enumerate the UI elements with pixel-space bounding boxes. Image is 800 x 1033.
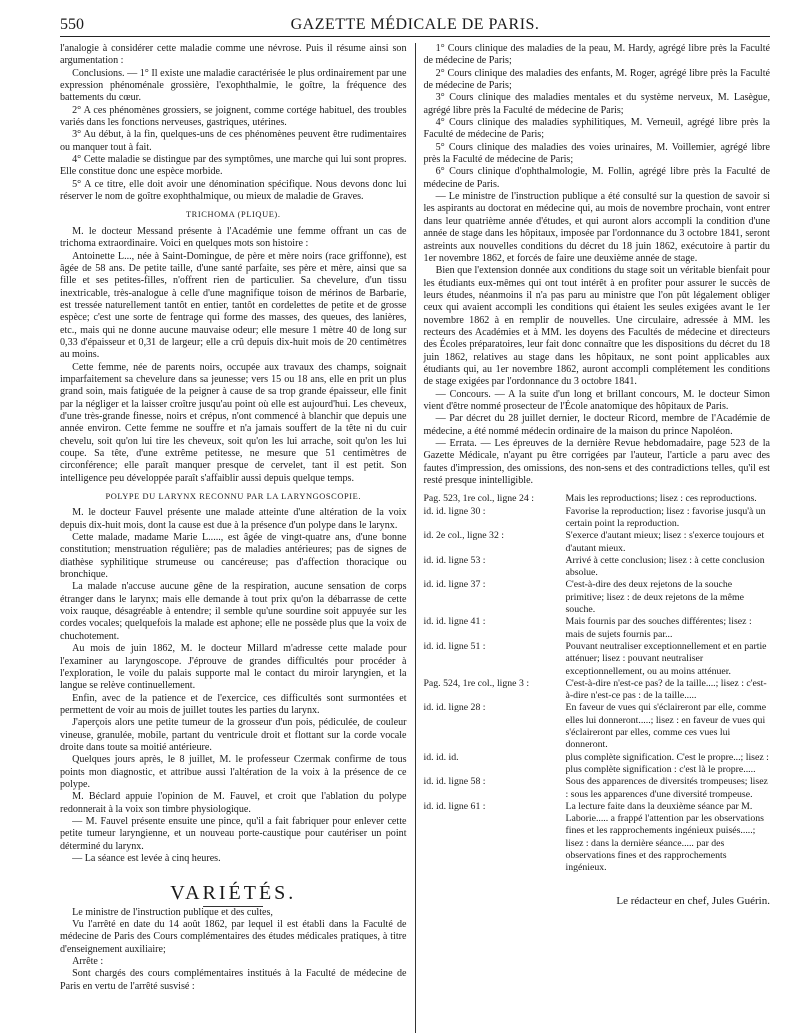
errata-ref: id. id. ligne 58 : <box>423 776 486 788</box>
course-item: 2° Cours clinique des maladies des enfants, M. Roger, agrégé libre près la Faculté de médecine de Paris; <box>423 67 770 92</box>
errata-ref: id. id. ligne 41 : <box>423 616 486 628</box>
errata-text: S'exerce d'autant mieux; lisez : s'exerce toujours et d'autant mieux. <box>565 530 765 554</box>
section-heading-polype: POLYPE DU LARYNX RECONNU PAR LA LARYNGOSCOPIE. <box>105 492 362 502</box>
errata-row <box>423 752 770 777</box>
paragraph: 3° Au début, à la fin, quelques-uns de ces phénomènes peuvent être rudimentaires ou manquer tout à fait. <box>60 129 407 153</box>
paragraph: Le ministre de l'instruction publique et des cultes, <box>72 906 273 918</box>
errata-text: plus complète signification. C'est le propre...; lisez : plus complète signification : c'est là le propre..... <box>565 751 769 775</box>
paragraph: Au mois de juin 1862, M. le docteur Millard m'adresse cette malade pour l'examiner au laryngoscope. J'éprouve de grandes difficultés pour procéder à l'exploration, le voile du palais supporte mal le contact du miroir laryngien, et la langue se relève continuellement. <box>60 643 407 692</box>
paragraph: 4° Cette maladie se distingue par des symptômes, une marche qui lui sont propres. Elle constitue donc une espèce morbide. <box>60 154 407 178</box>
concours-paragraph: — Concours. — A la suite d'un long et brillant concours, M. le docteur Simon vient d'être nommé prosecteur de l'École anatomique des hôpitaux de Paris. <box>423 388 770 412</box>
column-divider <box>415 43 416 1033</box>
paragraph: M. le docteur Messand présente à l'Académie une femme offrant un cas de trichoma extraordinaire. Voici en quelques mots son histoire : <box>60 225 407 250</box>
paragraph: 5° A ce titre, elle doit avoir une dénomination spécifique. Nous devons donc lui réserver le nom de goître exophthalmique, ou mieux de maladie de Graves. <box>60 178 407 203</box>
paragraph: l'analogie à considérer cette maladie comme une névrose. Puis il résume ainsi son argumentation : <box>60 43 407 67</box>
errata-row <box>423 616 770 641</box>
paragraph: M. Béclard appuie l'opinion de M. Fauvel, et croit que l'ablation du polype redonnerait à la voix son timbre physiologique. <box>60 791 407 815</box>
errata-text: Sous des apparences de diversités trompeuses; lisez : sous les apparences d'une diversité trompeuse. <box>565 776 768 800</box>
errata-ref: id. id. ligne 37 : <box>423 579 486 591</box>
editor-signature: Le rédacteur en chef, Jules Guérin. <box>616 894 770 907</box>
errata-text: La lecture faite dans la deuxième séance par M. Laborie..... a frappé l'attention par les observations fines et les rapprochements ingénieux puisés.....; lisez : dans la dernière séance..... par des observations fines et des rapprochements ingénieux. <box>565 800 764 874</box>
page-header <box>60 14 770 37</box>
errata-row <box>423 555 770 580</box>
errata-ref: Pag. 523, 1re col., ligne 24 : <box>423 493 534 505</box>
course-item: 5° Cours clinique des maladies des voies urinaires, M. Voillemier, agrégé libre près la Faculté de médecine de Paris; <box>423 141 770 166</box>
errata-row <box>423 678 770 703</box>
errata-ref: id. id. id. <box>423 751 459 763</box>
errata-ref: id. id. ligne 28 : <box>423 702 486 714</box>
course-item: 3° Cours clinique des maladies mentales et du système nerveux, M. Lasègue, agrégé libre près la Faculté de médecine de Paris; <box>423 92 770 116</box>
paragraph: — La séance est levée à cinq heures. <box>72 853 221 864</box>
errata-row <box>423 530 770 555</box>
page-number: 550 <box>60 16 84 33</box>
errata-ref: id. id. ligne 51 : <box>423 640 486 652</box>
errata-row <box>423 702 770 751</box>
right-column <box>423 43 770 1033</box>
paragraph: Sont chargés des cours complémentaires institués à la Faculté de médecine de Paris en vertu de l'arrêté susvisé : <box>60 968 407 992</box>
errata-text: Arrivé à cette conclusion; lisez : à cette conclusion absolue. <box>565 554 765 579</box>
errata-ref: id. id. ligne 53 : <box>423 554 486 566</box>
errata-ref: id. id. ligne 61 : <box>423 800 486 812</box>
errata-row <box>423 506 770 531</box>
course-item: 4° Cours clinique des maladies syphilitiques, M. Verneuil, agrégé libre près la Faculté de médecine de Paris; <box>423 117 770 141</box>
paragraph: Cette femme, née de parents noirs, occupée aux travaux des champs, soignait imparfaitement sa chevelure dans sa jeunesse; vers 15 ou 18 ans, elle en prit un plus grand soin, mais fatiguée de la peigner à cause de sa trop grande épaisseur, elle finit par la négliger et la laisser croître jusqu'au point où elle est aujourd'hui. Les cheveux, d'une très-grande finesse, noirs et crépus, n'ont commencé à blanchir que depuis une année environ. Cette femme ne souffre et n'a jamais souffert de la tête ni du cuir chevelu, soit qu'on lui tire les cheveux, soit qu'on les lui arrache, soit qu'on les lui coupe. Sa tête, d'une extrême petitesse, ne mesure que 51 centimètres de circonférence; elle paraît manquer presque de cervelet, tant il est petit. Son intelligence peu développée paraît s'affaiblir aussi depuis quelque temps. <box>60 361 407 484</box>
course-item: 1° Cours clinique des maladies de la peau, M. Hardy, agrégé libre près la Faculté de médecine de Paris; <box>423 43 770 67</box>
paragraph: Antoinette L..., née à Saint-Domingue, de père et mère noirs (race griffonne), est âgée de 58 ans. De petite taille, d'une santé parfaite, ses père et mère, ainsi que sa fille et ses petites-filles, n'offrent rien de particulier. Sa chevelure, d'un tissu inextricable, très-analogue à celle d'une magnifique toison de mérinos de Barbarie, est tressée naturellement tantôt en entier, tantôt en cordelettes de petite et de grosse espèce; c'est une sorte de fentrage qui forme des masses, des queues, des lanières, etc., mais qui ne donne aucune mauvaise odeur; elle mesure 1 mètre 40 de long sur 0,33 d'épaisseur et 0,31 de largeur; elle a crû depuis dix-huit mois de 20 centimètres au moins. <box>60 250 407 361</box>
paragraph: Vu l'arrêté en date du 14 août 1862, par lequel il est établi dans la Faculté de médecine de Paris des Cours complémentaires des études médicales pratiques, à titre d'enseignement auxiliaire; <box>60 919 407 955</box>
paragraph: M. le docteur Fauvel présente une malade atteinte d'une altération de la voix depuis dix-huit mois, dont la cause est due à la présence d'un polype dans le larynx. <box>60 507 407 531</box>
left-column <box>60 43 407 1033</box>
paragraph: Bien que l'extension donnée aux conditions du stage soit un véritable bienfait pour les étudiants eux-mêmes qui ont tout intérêt à en profiter pour assurer le succès de leurs études, néanmoins il n'a pas paru au ministre que l'on pût légalement obliger ceux qui avaient accompli les conditions qui étaient les seules exigées avant le 1er novembre 1862 à en remplir de nouvelles. Une circulaire, adressée à MM. les recteurs des Académies et à MM. les doyens des Facultés de médecine et directeurs des Écoles préparatoires, leur fait donc connaître que les dispositions du décret du 18 juin 1862, relatives au stage dans les hôpitaux, ne sont point applicables aux étudiants qui, au 1er novembre 1862, auront accompli complétement les conditions de stage exigées par l'ordonnance du 3 octobre 1841. <box>423 265 770 388</box>
errata-row <box>423 641 770 678</box>
paragraph: — Par décret du 28 juillet dernier, le docteur Ricord, membre de l'Académie de médecine, a été nommé médecin ordinaire de la maison du prince Napoléon. <box>423 413 770 437</box>
errata-text: En faveur de vues qui s'éclaireront par elle, comme elles lui donneront.....; lisez : en faveur de vues qui s'éclaireront par elles, comme ces vues lui donneront. <box>565 702 767 751</box>
paragraph: Cette malade, madame Marie L....., est âgée de vingt-quatre ans, d'une bonne constitution; menstruation régulière; pas de maladies antérieures; pas de signes de diathèse syphilitique strumeuse ou cancéreuse; pas d'affection thoracique ou bronchique. <box>60 532 407 581</box>
errata-ref: Pag. 524, 1re col., ligne 3 : <box>423 677 530 689</box>
errata-text: C'est-à-dire n'est-ce pas? de la taille....; lisez : c'est-à-dire n'est-ce pas : de la taille..... <box>565 677 767 702</box>
paragraph: — Le ministre de l'instruction publique a été consulté sur la question de savoir si les aspirants au doctorat en médecine qui, au mois de novembre prochain, vont entrer dans leur quatrième année d'études, et qui auront alors accompli la condition d'une année de stage dans les hôpitaux, imposée par l'ordonnance du 3 octobre 1841, seront astreints aux nouvelles conditions du décret du 18 juin 1862, exécutoire à partir du 1er novembre 1862, et forcés de faire une deuxième année de stage. <box>423 191 770 264</box>
columns <box>60 43 770 1033</box>
section-heading-trichoma: TRICHOMA (PLIQUE). <box>185 210 281 220</box>
conclusions-paragraph: Conclusions. — 1° Il existe une maladie caractérisée le plus ordinairement par une expression phénoménale grossière, l'exophthalmie, le goître, la fréquence des battements du cœur. <box>60 67 407 104</box>
errata-text: Mais les reproductions; lisez : ces reproductions. <box>565 493 757 505</box>
paragraph: Quelques jours après, le 8 juillet, M. le professeur Czermak confirme de tous points mon diagnostic, et attribue aussi l'altération de la voix à la présence de ce polype. <box>60 754 407 790</box>
errata-ref: id. 2e col., ligne 32 : <box>423 530 505 542</box>
paragraph: Enfin, avec de la patience et de l'exercice, ces difficultés sont surmontées et permettent de voir au mois de juillet toutes les parties du larynx. <box>60 692 407 716</box>
errata-row <box>423 493 770 505</box>
errata-row <box>423 801 770 875</box>
paragraph: Arrête : <box>72 956 104 968</box>
errata-text: Favorise la reproduction; lisez : favorise jusqu'à un certain point la reproduction. <box>565 505 766 529</box>
paragraph: 2° A ces phénomènes grossiers, se joignent, comme cortége habituel, des troubles variés dans les fonctions nerveuses, gastriques, utérines. <box>60 104 407 129</box>
errata-text: Mais fournis par des souches différentes; lisez : mais de sujets fournis par... <box>565 616 752 640</box>
paragraph: La malade n'accuse aucune gêne de la respiration, aucune sensation de corps étranger dans le larynx; mais elle demande à tout prix qu'on la débarrasse de cette voix rauque, désagréable à entendre; il semble qu'une sourdine soit appuyée sur les cordes vocales; quelquefois la malade est aphone; elle ne possède plus que la voix de chuchotement. <box>60 581 407 642</box>
errata-list <box>423 493 770 874</box>
errata-intro: — Errata. — Les épreuves de la dernière Revue hebdomadaire, page 523 de la Gazette Médicale, n'ayant pu être corrigées par l'auteur, l'article a paru avec des fautes d'impression, des omissions, des non-sens et des contradictions telles, qu'il est resté presque inintelligible. <box>423 438 770 487</box>
errata-row <box>423 579 770 616</box>
section-heading-varietes: VARIÉTÉS. <box>170 882 297 905</box>
course-item: 6° Cours clinique d'ophthalmologie, M. Follin, agrégé libre près la Faculté de médecine de Paris. <box>423 166 770 190</box>
errata-row <box>423 776 770 801</box>
paragraph: — M. Fauvel présente ensuite une pince, qu'il a fait fabriquer pour enlever cette petite tumeur laryngienne, et un nouveau porte-caustique pour cautériser un point déterminé du larynx. <box>60 815 407 852</box>
paragraph: J'aperçois alors une petite tumeur de la grosseur d'un pois, pédiculée, de couleur vineuse, granulée, mobile, partant du ventricule droit et flottant sur la corde vocale droite dans toute sa moitié antérieure. <box>60 717 407 753</box>
journal-title: GAZETTE MÉDICALE DE PARIS. <box>290 16 540 33</box>
errata-text: Pouvant neutraliser exceptionnellement et en partie atténuer; lisez : pouvant neutraliser exceptionnellement, ou au moins atténuer. <box>565 640 767 677</box>
errata-text: C'est-à-dire des deux rejetons de la souche primitive; lisez : de deux rejetons de la même souche. <box>565 579 744 616</box>
errata-ref: id. id. ligne 30 : <box>423 505 486 517</box>
